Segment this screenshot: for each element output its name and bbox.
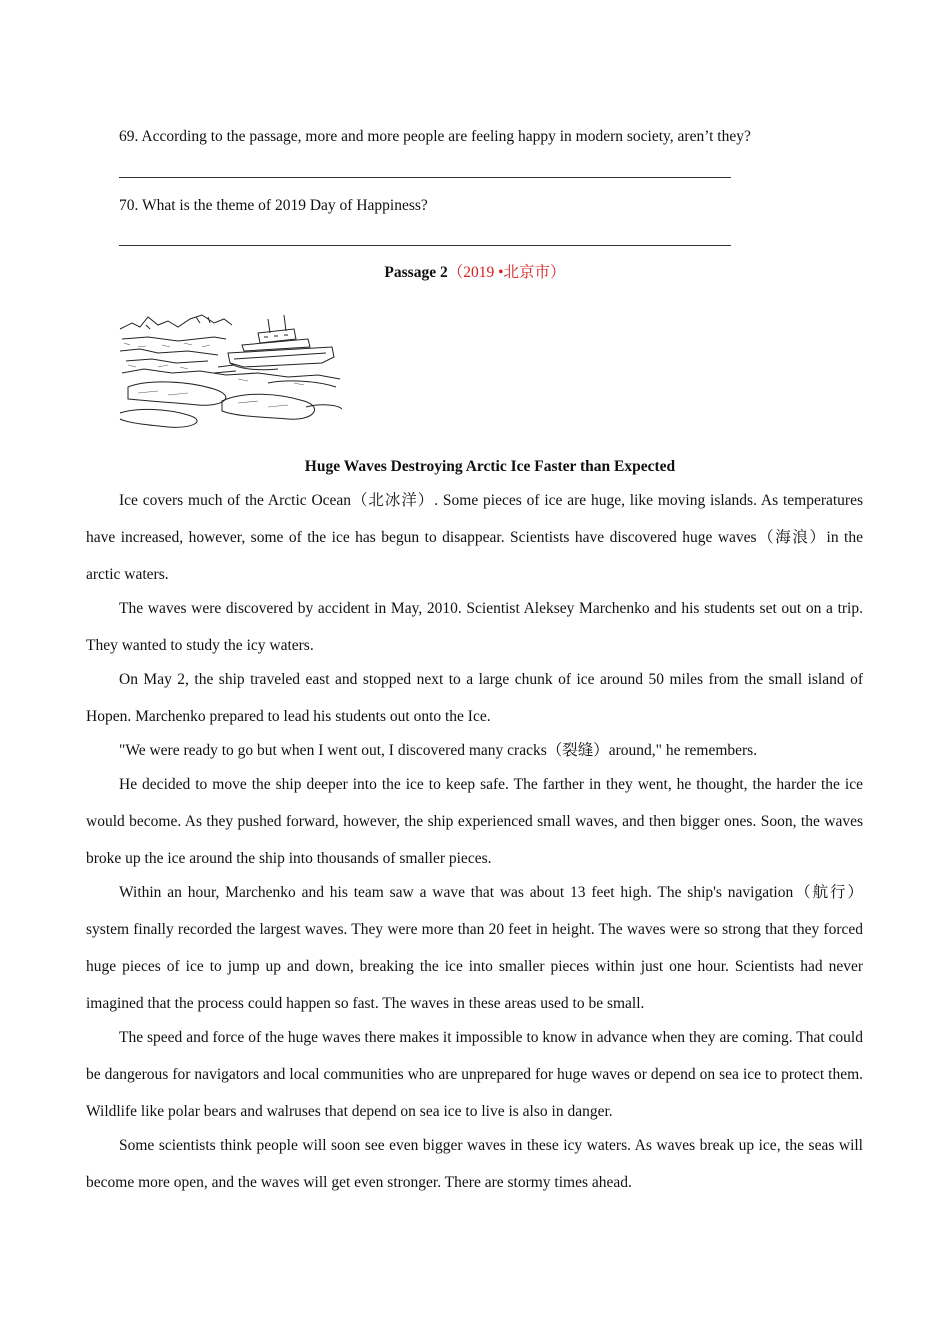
- passage-source-close: ）: [550, 264, 566, 281]
- icebreaker-ship-illustration: [118, 303, 342, 431]
- paragraph: The waves were discovered by accident in May, 2010. Scientist Aleksey Marchenko and his students set out on a trip. They wanted to study the icy waters.: [86, 600, 863, 654]
- passage-heading: [0, 263, 950, 283]
- question-70: 70. What is the theme of 2019 Day of Happiness?: [119, 197, 428, 214]
- paragraph: Within an hour, Marchenko and his team saw a wave that was about 13 feet high. The ship's navigation（航行）system finally recorded the largest waves. They were more than 20 feet in height. The waves were so strong that they forced huge pieces of ice to jump up and down, breaking the ice into smaller pieces within just one hour. Scientists had never imagined that the process could happen so fast. The waves in these areas used to be small.: [86, 884, 863, 1012]
- passage-source-open: （: [447, 264, 464, 281]
- answer-line-70[interactable]: [119, 245, 731, 246]
- paragraph: He decided to move the ship deeper into the ice to keep safe. The farther in they went, he thought, the harder the ice would become. As they pushed forward, however, the ship experienced small waves, and then bigger ones. Soon, the waves broke up the ice around the ship into thousands of smaller pieces.: [86, 776, 863, 867]
- article-body: [86, 482, 863, 1198]
- article-title: Huge Waves Destroying Arctic Ice Faster than Expected: [304, 458, 676, 475]
- passage-label: Passage 2: [384, 264, 448, 281]
- paragraph: On May 2, the ship traveled east and stopped next to a large chunk of ice around 50 miles from the small island of Hopen. Marchenko prepared to lead his students out onto the Ice.: [86, 671, 863, 725]
- paragraph: Some scientists think people will soon see even bigger waves in these icy waters. As waves break up ice, the seas will become more open, and the waves will get even stronger. There are stormy times ahead.: [86, 1137, 863, 1191]
- paragraph: Ice covers much of the Arctic Ocean（北冰洋）. Some pieces of ice are huge, like moving islands. As temperatures have increased, however, some of the ice has begun to disappear. Scientists have discovered huge waves（海浪）in the arctic waters.: [86, 492, 863, 583]
- paragraph: The speed and force of the huge waves there makes it impossible to know in advance when they are coming. That could be dangerous for navigators and local communities who are unprepared for huge waves or depend on sea ice to protect them. Wildlife like polar bears and walruses that depend on sea ice to live is also in danger.: [86, 1029, 863, 1120]
- answer-line-69[interactable]: [119, 177, 731, 178]
- passage-source: 2019 •北京市: [463, 264, 551, 281]
- question-69: 69. According to the passage, more and more people are feeling happy in modern society, aren’t they?: [119, 128, 751, 145]
- paragraph: "We were ready to go but when I went out, I discovered many cracks（裂缝）around," he remembers.: [119, 742, 758, 759]
